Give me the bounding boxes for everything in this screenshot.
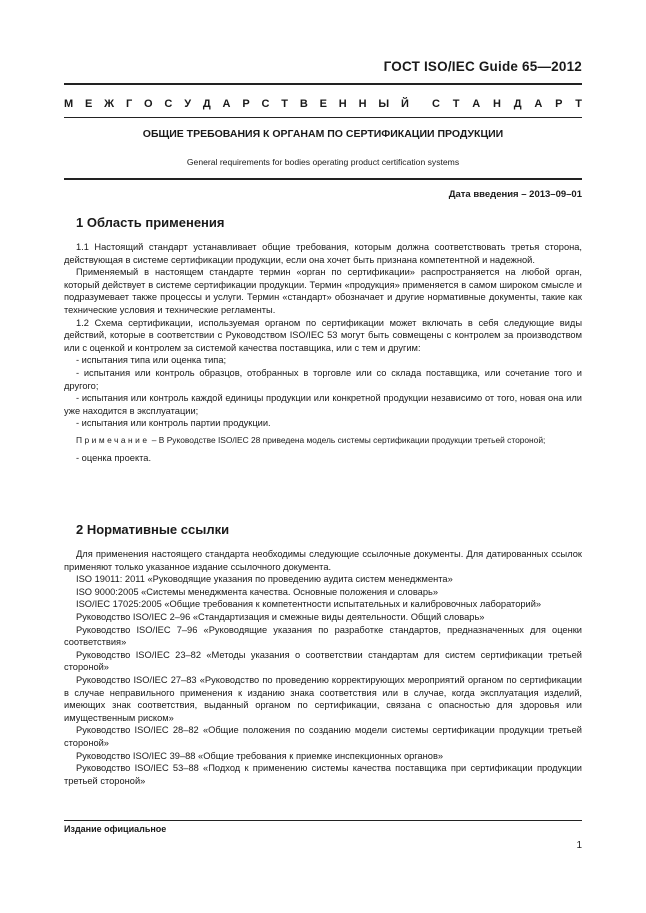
spaced-letter: А xyxy=(534,98,543,110)
note xyxy=(64,435,582,447)
official-edition: Издание официальное xyxy=(64,824,167,834)
introduction-date: Дата введения – 2013–09–01 xyxy=(448,189,582,200)
note-text: – В Руководстве ISO/IEC 28 приведена модель системы сертификации продукции третьей стороной; xyxy=(149,434,546,445)
header-rule-middle xyxy=(64,117,582,118)
header-rule-bottom xyxy=(64,178,582,180)
paragraph: Применяемый в настоящем стандарте термин «орган по сертификации» распространяется на любой орган, который действует в системе сертификации продукции. Термин «продукция» применяется в самом широком смысле и подразумевает также процессы и услуги. Термин «стандарт» обозначает и другие нормативные документы, такие как технические условия и технические регламенты. xyxy=(64,267,582,315)
list-item: - испытания или контроль каждой единицы продукции или конкретной продукции независимо от того, новая она или уже находится в эксплуатации; xyxy=(64,393,582,416)
list-item: - оценка проекта. xyxy=(76,453,152,464)
spaced-letter: Й xyxy=(400,98,409,110)
reference-item: ISO 9000:2005 «Системы менеджмента качества. Основные положения и словарь» xyxy=(76,586,439,597)
spaced-letter: Н xyxy=(492,98,501,110)
list-item: - испытания или контроль образцов, отобранных в торговле или со склада поставщика, или сочетание того и другого; xyxy=(64,367,582,391)
spaced-letter: Г xyxy=(125,98,133,110)
spaced-letter: С xyxy=(261,98,270,110)
reference-item: Руководство ISO/IEC 23–82 «Методы указания о соответствии стандартам для систем сертификации третьей стороной» xyxy=(64,649,582,673)
spaced-letter: В xyxy=(299,98,308,110)
section-2-body xyxy=(64,548,582,787)
spaced-letter: Р xyxy=(242,98,250,110)
spaced-letter: У xyxy=(184,98,192,110)
spaced-letter: Р xyxy=(555,98,563,110)
reference-item: Руководство ISO/IEC 27–83 «Руководство по проведению корректирующих мероприятий органом по сертификации в случае неправильного применения к изданию знака соответствия или в случае, когда эксплуатация изделий, имеющих знак соответствия, выданный органом по сертификации, связана с опасностью для здоровья или имущественным риском» xyxy=(64,674,582,723)
spaced-letter: Т xyxy=(452,98,460,110)
reference-item: ISO/IEC 17025:2005 «Общие требования к компетентности испытательных и калибровочных лабораторий» xyxy=(76,599,542,610)
spaced-letter: С xyxy=(432,98,440,110)
reference-item: Руководство ISO/IEC 28–82 «Общие положения по созданию модели системы сертификации продукции третьей стороной» xyxy=(64,725,582,748)
spaced-letter: О xyxy=(144,98,153,110)
footer-rule xyxy=(64,820,582,821)
reference-item: ISO 19011: 2011 «Руководящие указания по проведению аудита систем менеджмента» xyxy=(76,574,453,585)
spaced-letter: А xyxy=(472,98,481,110)
spaced-letter: Ы xyxy=(378,98,390,110)
header-rule-top xyxy=(64,83,582,85)
spaced-letter: С xyxy=(164,98,173,110)
category-word-standard xyxy=(432,98,582,110)
spaced-letter: М xyxy=(64,98,74,110)
paragraph: Для применения настоящего стандарта необходимы следующие ссылочные документы. Для датированных ссылок применяют только указанное издание ссылочного документа. xyxy=(64,549,582,572)
list-item: - испытания или контроль партии продукции. xyxy=(76,418,271,429)
document-title: ОБЩИЕ ТРЕБОВАНИЯ К ОРГАНАМ ПО СЕРТИФИКАЦИИ ПРОДУКЦИИ xyxy=(142,128,504,140)
paragraph: 1.2 Схема сертификации, используемая органом по сертификации может включать в себя следующие виды действий, которые в соответствии с Руководством ISO/IEC 53 могут быть совмещены с контролем за производством или с оценкой и контролем за системой качества поставщика, или с тем и другим: xyxy=(64,317,582,353)
spaced-letter: Н xyxy=(358,98,367,110)
reference-item: Руководство ISO/IEC 53–88 «Подход к применению системы качества поставщика при сертификации продукции третьей стороной» xyxy=(64,763,582,786)
paragraph: 1.1 Настоящий стандарт устанавливает общие требования, которым должна соответствовать третья сторона, действующая в системе сертификации продукции, если она хочет быть признана компетентной и надежной. xyxy=(64,242,582,265)
spaced-letter: Т xyxy=(575,98,582,110)
category-word-interstate xyxy=(64,98,409,110)
spaced-letter: Н xyxy=(338,98,347,110)
spaced-letter: Д xyxy=(513,98,522,110)
section-1-body xyxy=(64,241,582,465)
document-subtitle: General requirements for bodies operating product certification systems xyxy=(186,157,460,167)
standard-number: ГОСТ ISO/IEC Guide 65—2012 xyxy=(383,59,582,74)
reference-item: Руководство ISO/IEC 39–88 «Общие требования к приемке инспекционных органов» xyxy=(76,750,444,761)
standard-category xyxy=(64,98,582,110)
section-1-heading: 1 Область применения xyxy=(76,215,225,230)
spaced-letter: Ж xyxy=(104,98,115,110)
spaced-letter: Д xyxy=(202,98,211,110)
reference-item: Руководство ISO/IEC 7–96 «Руководящие указания по разработке стандартов, предназначенных для оценки соответствия» xyxy=(64,624,582,648)
spaced-letter: Е xyxy=(319,98,327,110)
reference-item: Руководство ISO/IEC 2–96 «Стандартизация и смежные виды деятельности. Общий словарь» xyxy=(76,611,485,622)
spaced-letter: А xyxy=(222,98,231,110)
list-item: - испытания типа или оценка типа; xyxy=(76,355,227,366)
section-2-heading: 2 Нормативные ссылки xyxy=(76,522,230,537)
page-number: 1 xyxy=(576,840,582,851)
note-label: Примечание xyxy=(76,434,150,445)
spaced-letter: Е xyxy=(85,98,93,110)
spaced-letter: Т xyxy=(281,98,289,110)
